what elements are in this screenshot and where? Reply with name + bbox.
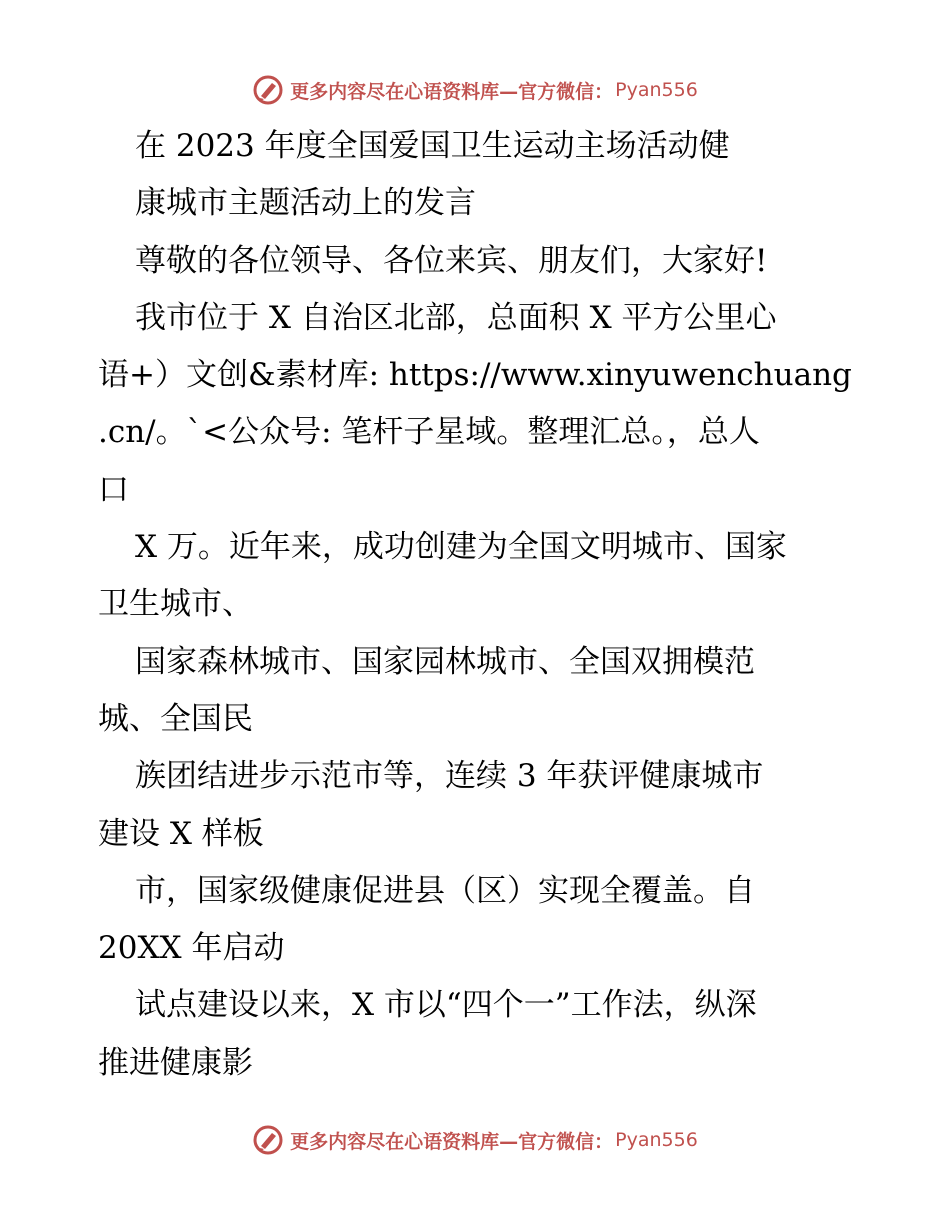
- body-line: 尊敬的各位领导、各位来宾、朋友们，大家好!: [135, 242, 768, 279]
- body-line: .cn/。`<公众号: 笔杆子星域。整理汇总。，总人: [98, 414, 760, 451]
- title-line-1: 在 2023 年度全国爱国卫生运动主场活动健: [135, 128, 730, 164]
- logo-icon: [252, 74, 284, 106]
- footer-wechat-id: Pyan556: [615, 1129, 698, 1151]
- footer-banner-text: 更多内容尽在心语资料库—官方微信：: [290, 1130, 614, 1153]
- body-line: 推进健康影: [98, 1044, 253, 1081]
- title-line-2: 康城市主题活动上的发言: [135, 185, 476, 222]
- body-line: 口: [98, 471, 129, 508]
- body-line: 族团结进步示范市等，连续 3 年获评健康城市: [135, 758, 764, 795]
- body-line: 建设 X 样板: [98, 815, 264, 852]
- body-line: 市，国家级健康促进县（区）实现全覆盖。自: [135, 872, 755, 909]
- body-line: 城、全国民: [98, 700, 253, 737]
- header-banner: [0, 70, 950, 110]
- body-line: 卫生城市、: [98, 586, 253, 623]
- logo-icon: [252, 1124, 284, 1156]
- body-line: 语+）文创&素材库: https://www.xinyuwenchuang: [98, 357, 852, 394]
- body-line: 国家森林城市、国家园林城市、全国双拥模范: [135, 643, 755, 680]
- body-line: X 万。近年来，成功创建为全国文明城市、国家: [135, 529, 787, 566]
- document-body: [98, 118, 858, 1092]
- body-line: 试点建设以来，X 市以“四个一”工作法，纵深: [135, 987, 757, 1024]
- header-wechat-id: Pyan556: [615, 79, 698, 101]
- body-line: 20XX 年启动: [98, 930, 285, 967]
- footer-banner: [0, 1120, 950, 1160]
- body-line: 我市位于 X 自治区北部，总面积 X 平方公里心: [135, 299, 777, 336]
- header-banner-text: 更多内容尽在心语资料库—官方微信：: [290, 80, 614, 103]
